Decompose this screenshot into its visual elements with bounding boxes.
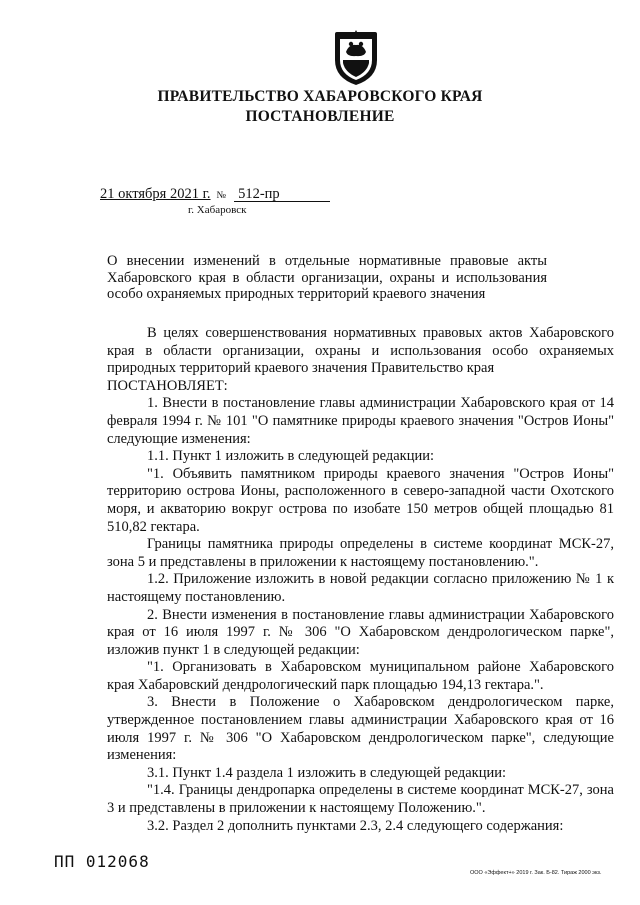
- document-number: 512-пр: [234, 188, 330, 202]
- paragraph: 3. Внести в Положение о Хабаровском дендрологическом парке, утвержденное постановлением главы администрации Хабаровского края от 16 июля 1997 г. № 306 "О Хабаровском дендрологическом парке", следующие изменения:: [107, 694, 614, 764]
- paragraph: 1. Внести в постановление главы администрации Хабаровского края от 14 февраля 1994 г. № 101 "О памятнике природы краевого значения "Остров Ионы" следующие изменения:: [107, 395, 614, 447]
- paragraph: "1. Объявить памятником природы краевого значения "Остров Ионы" территорию острова Ионы, расположенного в северо-западной части Охотского моря, и акваторию вокруг острова по изобате 150 метров общей площадью 81 510,82 гектара.: [107, 465, 614, 535]
- city: г. Хабаровск: [188, 204, 247, 216]
- paragraph: 2. Внести изменения в постановление главы администрации Хабаровского края от 16 июля 1997 г. № 306 "О Хабаровском дендрологическом парке", изложив пункт 1 в следующей редакции:: [107, 606, 614, 658]
- form-code: ПП 012068: [54, 852, 150, 871]
- document-date: 21 октября 2021 г.: [100, 186, 211, 202]
- date-number-line: [100, 186, 330, 203]
- print-info: ООО «Эффект+» 2019 г. Зак. Б-82. Тираж 2000 экз.: [470, 870, 602, 876]
- document-type: ПОСТАНОВЛЕНИЕ: [245, 108, 395, 125]
- paragraph: 1.2. Приложение изложить в новой редакции согласно приложению № 1 к настоящему постановлению.: [107, 571, 614, 605]
- paragraph: 3.1. Пункт 1.4 раздела 1 изложить в следующей редакции:: [147, 764, 507, 781]
- paragraph: "1. Организовать в Хабаровском муниципальном районе Хабаровского края Хабаровский дендрологический парк площадью 194,13 гектара.".: [107, 659, 614, 693]
- paragraph: 3.2. Раздел 2 дополнить пунктами 2.3, 2.4 следующего содержания:: [147, 817, 564, 834]
- paragraph: Границы памятника природы определены в системе координат МСК-27, зона 5 и представлены в приложении к настоящему постановлению.".: [107, 536, 614, 570]
- paragraph: "1.4. Границы дендропарка определены в системе координат МСК-27, зона 3 и представлены в приложении к настоящему Положению.".: [107, 782, 614, 817]
- preamble: В целях совершенствования нормативных правовых актов Хабаровского края в области организации, охраны и использования особо охраняемых природных территорий краевого значения Правительство края: [107, 325, 614, 377]
- coat-of-arms-icon: [331, 30, 381, 86]
- resolves-word: ПОСТАНОВЛЯЕТ:: [107, 377, 228, 394]
- paragraph: 1.1. Пункт 1 изложить в следующей редакции:: [147, 448, 435, 465]
- document-body: [107, 325, 614, 835]
- government-title: ПРАВИТЕЛЬСТВО ХАБАРОВСКОГО КРАЯ: [157, 88, 483, 105]
- number-label: №: [216, 190, 227, 201]
- document-subject: О внесении изменений в отдельные нормативные правовые акты Хабаровского края в области организации, охраны и использования особо охраняемых природных территорий краевого значения: [107, 253, 547, 302]
